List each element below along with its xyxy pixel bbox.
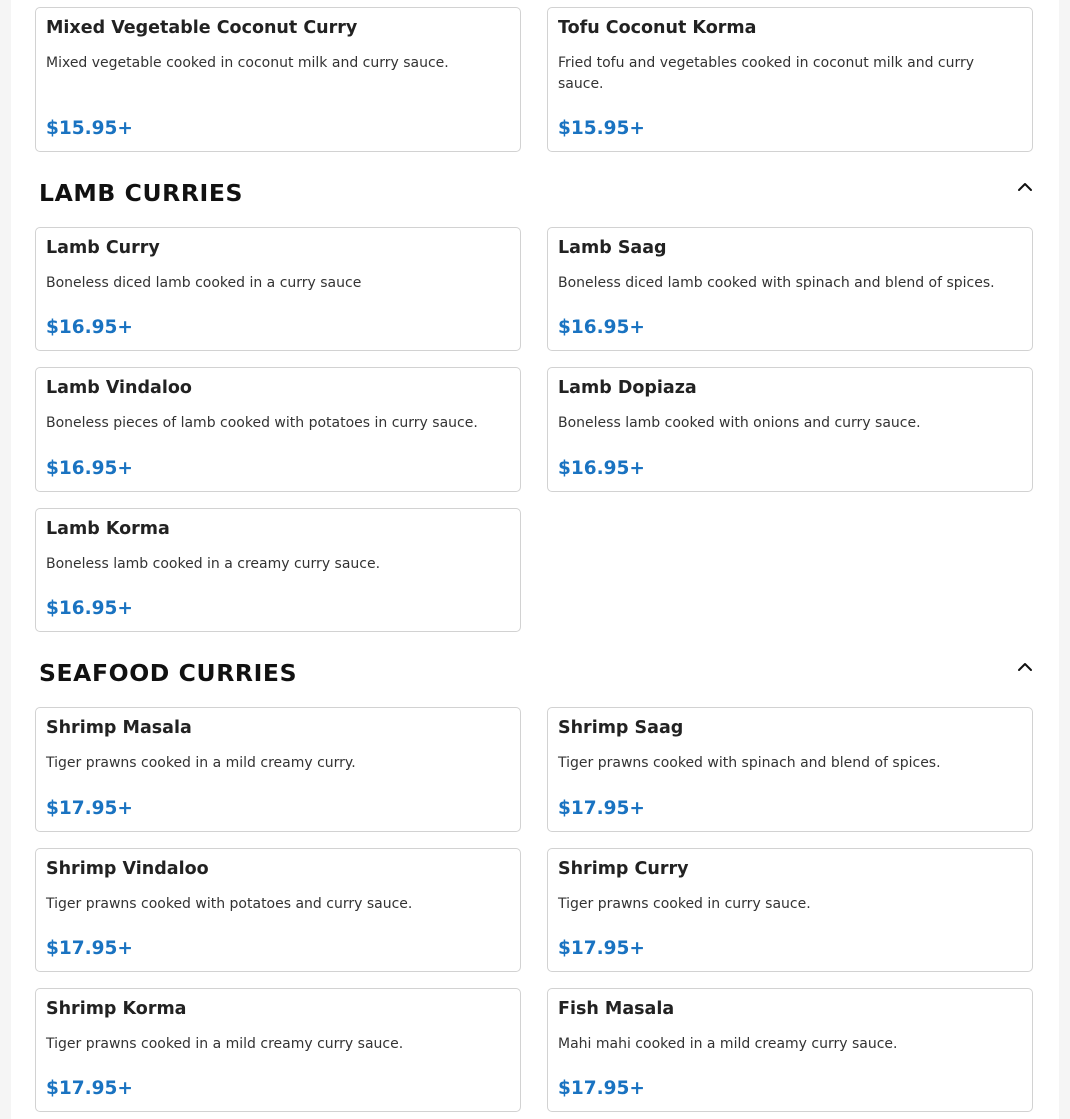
- menu-item-price: $17.95+: [46, 938, 133, 959]
- chevron-up-icon[interactable]: [1014, 658, 1036, 676]
- menu-item-price: $17.95+: [558, 798, 645, 819]
- menu-item-card[interactable]: [547, 7, 1033, 152]
- menu-item-price: $16.95+: [46, 458, 133, 479]
- menu-item-description: Boneless diced lamb cooked with spinach and blend of spices.: [558, 275, 995, 291]
- menu-item-name: Lamb Vindaloo: [46, 378, 192, 398]
- menu-item-name: Fish Masala: [558, 999, 675, 1019]
- menu-item-price: $17.95+: [558, 938, 645, 959]
- menu-item-price: $16.95+: [558, 317, 645, 338]
- menu-item-card[interactable]: [35, 227, 521, 351]
- menu-item-price: $17.95+: [558, 1078, 645, 1099]
- menu-item-name: Shrimp Curry: [558, 859, 689, 879]
- menu-item-name: Tofu Coconut Korma: [558, 18, 757, 38]
- menu-item-description: Tiger prawns cooked in a mild creamy curry sauce.: [46, 1036, 404, 1052]
- menu-item-price: $15.95+: [46, 118, 133, 139]
- menu-item-card[interactable]: [35, 508, 521, 632]
- menu-item-name: Lamb Curry: [46, 238, 160, 258]
- menu-item-card[interactable]: [35, 707, 521, 832]
- menu-item-price: $16.95+: [46, 317, 133, 338]
- menu-item-card[interactable]: [547, 988, 1033, 1112]
- menu-item-description: Tiger prawns cooked in curry sauce.: [558, 896, 811, 912]
- menu-item-name: Lamb Korma: [46, 519, 170, 539]
- menu-item-card[interactable]: [547, 367, 1033, 492]
- menu-item-description: Boneless lamb cooked with onions and curry sauce.: [558, 415, 921, 431]
- menu-item-description: Tiger prawns cooked in a mild creamy curry.: [46, 755, 356, 771]
- menu-item-card[interactable]: [547, 707, 1033, 832]
- menu-item-description: Fried tofu and vegetables cooked in coconut milk and curry sauce.: [558, 55, 975, 92]
- section-title-lamb-curries: LAMB CURRIES: [39, 179, 244, 207]
- menu-item-card[interactable]: [547, 848, 1033, 972]
- menu-item-name: Mixed Vegetable Coconut Curry: [46, 18, 358, 38]
- menu-item-name: Shrimp Vindaloo: [46, 859, 209, 879]
- menu-item-description: Boneless pieces of lamb cooked with potatoes in curry sauce.: [46, 415, 478, 431]
- menu-item-card[interactable]: [35, 988, 521, 1112]
- menu-item-name: Lamb Dopiaza: [558, 378, 697, 398]
- menu-item-name: Shrimp Saag: [558, 718, 684, 738]
- menu-item-card[interactable]: [35, 7, 521, 152]
- menu-item-description: Mixed vegetable cooked in coconut milk and curry sauce.: [46, 55, 449, 71]
- menu-item-name: Shrimp Masala: [46, 718, 192, 738]
- menu-item-description: Tiger prawns cooked with spinach and blend of spices.: [558, 755, 941, 771]
- menu-item-price: $16.95+: [46, 598, 133, 619]
- menu-item-card[interactable]: [35, 848, 521, 972]
- menu-item-card[interactable]: [35, 367, 521, 492]
- menu-item-price: $16.95+: [558, 458, 645, 479]
- menu-item-name: Lamb Saag: [558, 238, 667, 258]
- menu-item-name: Shrimp Korma: [46, 999, 187, 1019]
- menu-item-description: Tiger prawns cooked with potatoes and curry sauce.: [46, 896, 413, 912]
- chevron-up-icon[interactable]: [1014, 178, 1036, 196]
- section-title-seafood-curries: SEAFOOD CURRIES: [39, 659, 298, 687]
- menu-item-price: $17.95+: [46, 798, 133, 819]
- menu-item-card[interactable]: [547, 227, 1033, 351]
- menu-item-description: Boneless lamb cooked in a creamy curry sauce.: [46, 556, 381, 572]
- menu-item-price: $17.95+: [46, 1078, 133, 1099]
- menu-item-description: Mahi mahi cooked in a mild creamy curry sauce.: [558, 1036, 898, 1052]
- menu-item-price: $15.95+: [558, 118, 645, 139]
- menu-item-description: Boneless diced lamb cooked in a curry sauce: [46, 275, 362, 291]
